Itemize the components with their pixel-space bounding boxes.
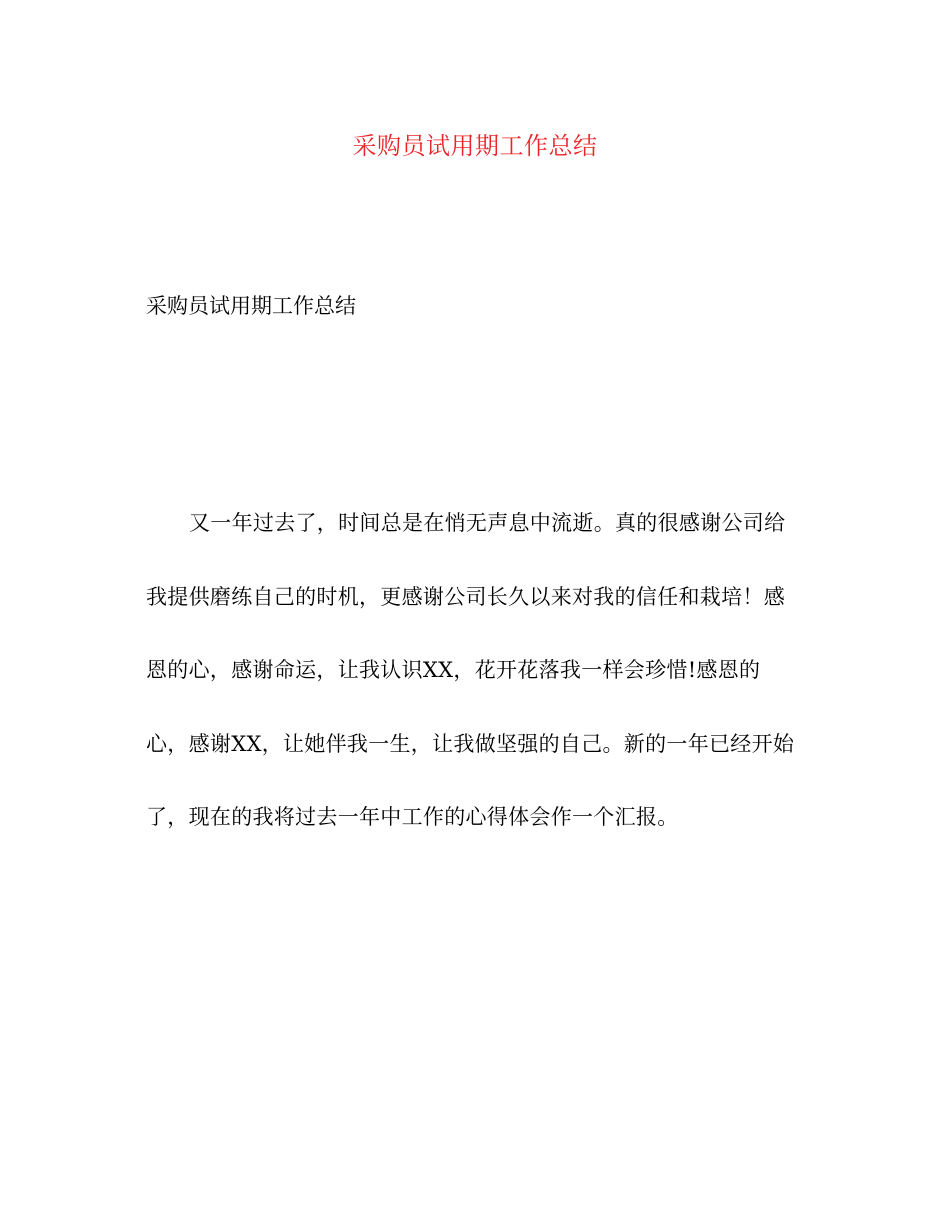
paragraph-line: 恩的心，感谢命运，让我认识XX，花开花落我一样会珍惜!感恩的 [146,658,761,682]
paragraph-line: 了，现在的我将过去一年中工作的心得体会作一个汇报。 [146,805,679,829]
document-subtitle: 采购员试用期工作总结 [146,294,356,318]
paragraph-line: 又一年过去了，时间总是在悄无声息中流逝。真的很感谢公司给 [189,511,786,535]
paragraph-line: 心，感谢XX，让她伴我一生，让我做坚强的自己。新的一年已经开始 [146,732,795,756]
paragraph-line: 我提供磨练自己的时机，更感谢公司长久以来对我的信任和栽培！感 [146,585,785,609]
document-title: 采购员试用期工作总结 [352,132,598,160]
